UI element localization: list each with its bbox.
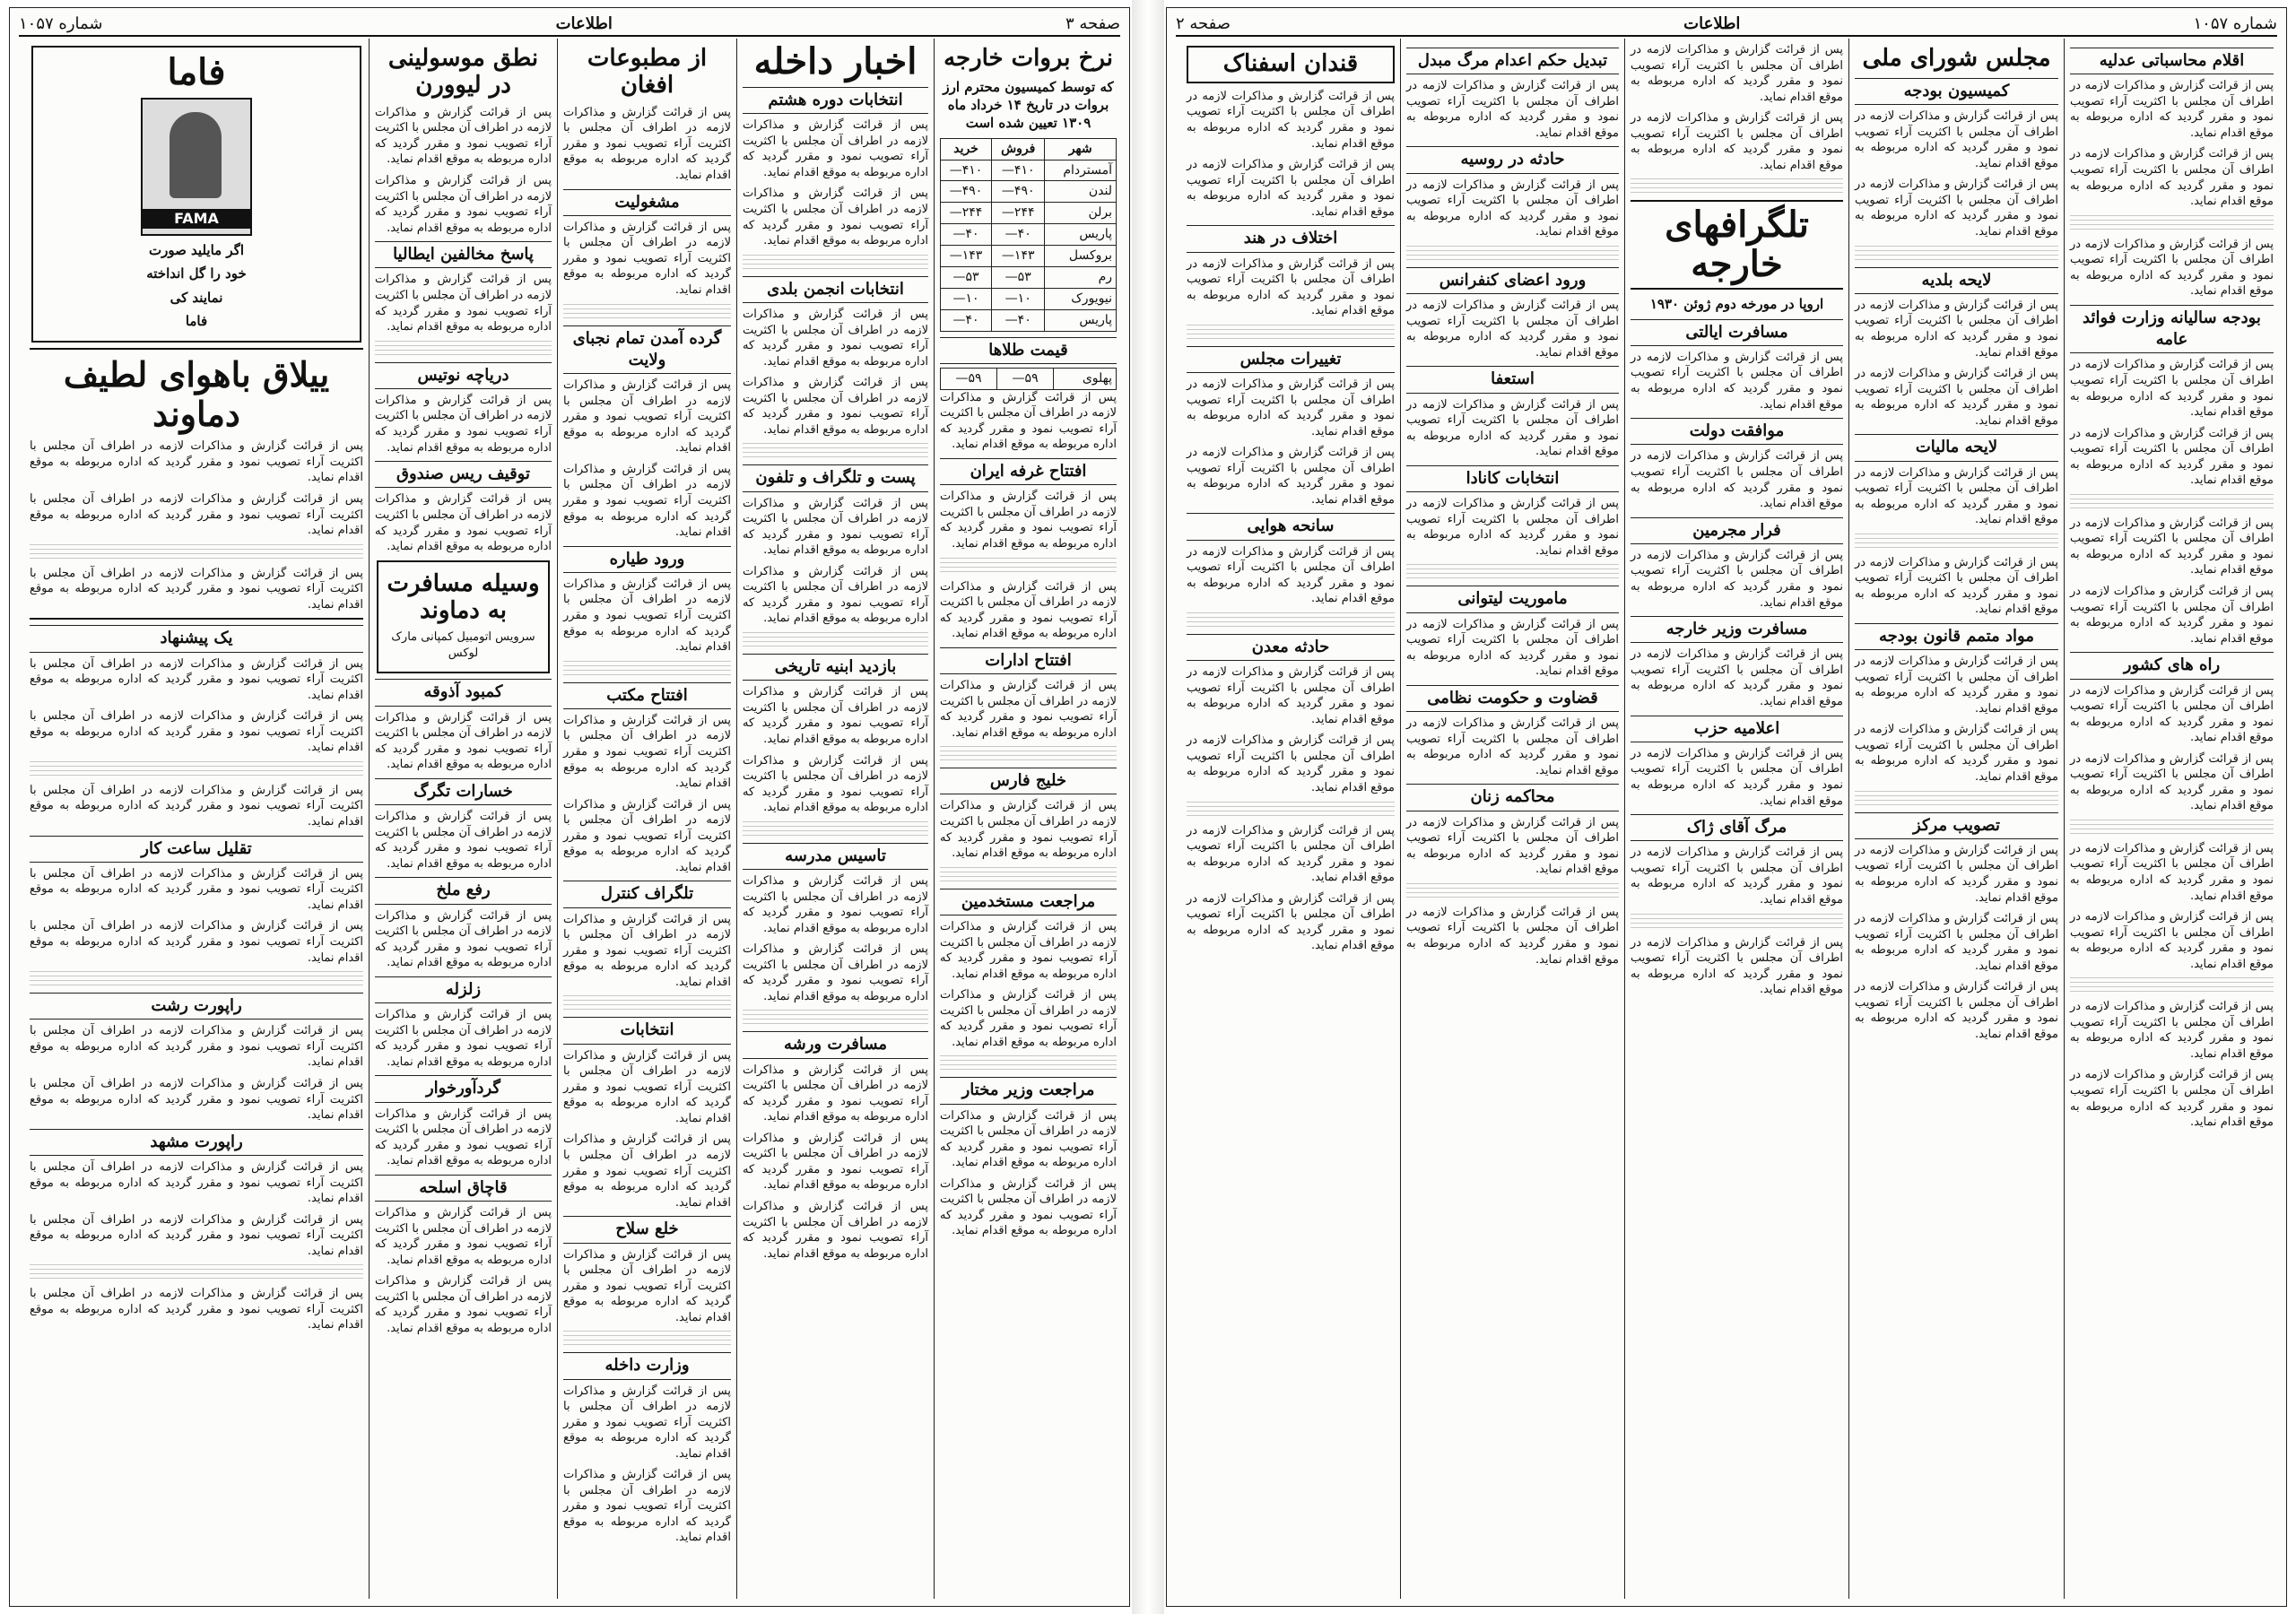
text-block bbox=[940, 746, 1117, 762]
article-body: پس از قرائت گزارش و مذاکرات لازمه در اطراف آن مجلس با اکثریت آراء تصویب نمود و مقرر گردید که اداره مربوطه به موقع اقدام نماید. bbox=[1187, 891, 1395, 953]
article-body: پس از قرائت گزارش و مذاکرات لازمه در اطراف آن مجلس با اکثریت آراء تصویب نمود و مقرر گردید که اداره مربوطه به موقع اقدام نماید. bbox=[30, 919, 363, 965]
parliament-column-a bbox=[2064, 39, 2279, 1599]
table-row bbox=[941, 288, 1117, 309]
fama-ad bbox=[31, 46, 361, 343]
table-row bbox=[941, 266, 1117, 288]
article-body: پس از قرائت گزارش و مذاکرات لازمه در اطراف آن مجلس با اکثریت آراء تصویب نمود و مقرر گردید که اداره مربوطه به موقع اقدام نماید. bbox=[30, 709, 363, 755]
article-body: پس از قرائت گزارش و مذاکرات لازمه در اطراف آن مجلس با اکثریت آراء تصویب نمود و مقرر گردید که اداره مربوطه به موقع اقدام نماید. bbox=[1631, 43, 1843, 104]
article-body: پس از قرائت گزارش و مذاکرات لازمه در اطراف آن مجلس با اکثریت آراء تصویب نمود و مقرر گردید که اداره مربوطه به موقع اقدام نماید. bbox=[743, 187, 928, 248]
section-heading: اختلاف در هند bbox=[1187, 225, 1395, 252]
article-body: پس از قرائت گزارش و مذاکرات لازمه در اطراف آن مجلس با اکثریت آراء تصویب نمود و مقرر گردید که اداره مربوطه به موقع اقدام نماید. bbox=[30, 866, 363, 912]
article-body: پس از قرائت گزارش و مذاکرات لازمه در اطراف آن مجلس با اکثریت آراء تصویب نمود و مقرر گردید که اداره مربوطه به موقع اقدام نماید. bbox=[743, 685, 928, 746]
section-heading: مسافرت وزیر خارجه bbox=[1631, 616, 1843, 643]
left-runner-issue: شماره ۱۰۵۷ bbox=[19, 13, 103, 33]
text-block bbox=[30, 544, 363, 560]
right-page bbox=[1166, 7, 2287, 1607]
section-heading: خلع سلاح bbox=[563, 1216, 731, 1243]
section-heading: حادثه معدن bbox=[1187, 634, 1395, 661]
article-body: پس از قرائت گزارش و مذاکرات لازمه در اطراف آن مجلس با اکثریت آراء تصویب نمود و مقرر گردید که اداره مربوطه به موقع اقدام نماید. bbox=[1631, 647, 1843, 709]
article-body: پس از قرائت گزارش و مذاکرات لازمه در اطراف آن مجلس با اکثریت آراء تصویب نمود و مقرر گردید که اداره مربوطه به موقع اقدام نماید. bbox=[375, 1008, 552, 1069]
rates-city: آمستردام bbox=[1045, 160, 1117, 181]
section-heading: مراجعت وزیر مختار bbox=[940, 1077, 1117, 1104]
section-heading: افتتاح مکتب bbox=[563, 682, 731, 709]
advertisement-column bbox=[24, 39, 369, 1599]
article-body: پس از قرائت گزارش و مذاکرات لازمه در اطراف آن مجلس با اکثریت آراء تصویب نمود و مقرر گردید که اداره مربوطه به موقع اقدام نماید. bbox=[2070, 841, 2274, 903]
text-block bbox=[2070, 977, 2274, 994]
section-heading: قضاوت و حکومت نظامی bbox=[1406, 685, 1619, 712]
article-body: پس از قرائت گزارش و مذاکرات لازمه در اطراف آن مجلس با اکثریت آراء تصویب نمود و مقرر گردید که اداره مربوطه به موقع اقدام نماید. bbox=[375, 1274, 552, 1336]
article-body: پس از قرائت گزارش و مذاکرات لازمه در اطراف آن مجلس با اکثریت آراء تصویب نمود و مقرر گردید که اداره مربوطه به موقع اقدام نماید. bbox=[2070, 516, 2274, 577]
rates-city: رم bbox=[1045, 266, 1117, 288]
gold-buy: ۵۹— bbox=[941, 368, 997, 389]
section-heading: زلزله bbox=[375, 976, 552, 1003]
text-block bbox=[30, 761, 363, 777]
text-block bbox=[30, 1264, 363, 1280]
article-body: پس از قرائت گزارش و مذاکرات لازمه در اطراف آن مجلس با اکثریت آراء تصویب نمود و مقرر گردید که اداره مربوطه به موقع اقدام نماید. bbox=[375, 908, 552, 970]
section-heading: دریاچه نوتیس bbox=[375, 362, 552, 389]
article-body: پس از قرائت گزارش و مذاکرات لازمه در اطراف آن مجلس با اکثریت آراء تصویب نمود و مقرر گردید که اداره مربوطه به موقع اقدام نماید. bbox=[1187, 158, 1395, 219]
afghan-press-column bbox=[557, 39, 736, 1599]
left-page-runner bbox=[19, 12, 1120, 37]
section-heading: بازدید ابنیه تاریخی bbox=[743, 654, 928, 681]
article-body: پس از قرائت گزارش و مذاکرات لازمه در اطراف آن مجلس با اکثریت آراء تصویب نمود و مقرر گردید که اداره مربوطه به موقع اقدام نماید. bbox=[563, 220, 731, 297]
section-heading: مرگ آقای ژاک bbox=[1631, 814, 1843, 841]
article-body: پس از قرائت گزارش و مذاکرات لازمه در اطراف آن مجلس با اکثریت آراء تصویب نمود و مقرر گردید که اداره مربوطه به موقع اقدام نماید. bbox=[1855, 109, 2058, 170]
article-body: پس از قرائت گزارش و مذاکرات لازمه در اطراف آن مجلس با اکثریت آراء تصویب نمود و مقرر گردید که اداره مربوطه به موقع اقدام نماید. bbox=[375, 1206, 552, 1267]
article-body: پس از قرائت گزارش و مذاکرات لازمه در اطراف آن مجلس با اکثریت آراء تصویب نمود و مقرر گردید که اداره مربوطه به موقع اقدام نماید. bbox=[743, 496, 928, 558]
section-heading: راپورت رشت bbox=[30, 993, 363, 1020]
section-heading: کمبود آذوقه bbox=[375, 679, 552, 706]
section-heading: خلیج فارس bbox=[940, 768, 1117, 794]
section-heading: قاچاق اسلحه bbox=[375, 1175, 552, 1202]
table-row bbox=[941, 181, 1117, 203]
rates-buy: ۱۰— bbox=[941, 288, 992, 309]
article-body: پس از قرائت گزارش و مذاکرات لازمه در اطراف آن مجلس با اکثریت آراء تصویب نمود و مقرر گردید که اداره مربوطه به موقع اقدام نماید. bbox=[30, 439, 363, 485]
section-heading: اقلام محاسباتی عدلیه bbox=[2070, 48, 2274, 74]
article-body: پس از قرائت گزارش و مذاکرات لازمه در اطراف آن مجلس با اکثریت آراء تصویب نمود و مقرر گردید که اداره مربوطه به موقع اقدام نماید. bbox=[1631, 935, 1843, 997]
text-block bbox=[940, 1055, 1117, 1072]
article-body: پس از قرائت گزارش و مذاکرات لازمه در اطراف آن مجلس با اکثریت آراء تصویب نمود و مقرر گردید که اداره مربوطه به موقع اقدام نماید. bbox=[743, 118, 928, 179]
exchange-rates-header-row bbox=[941, 138, 1117, 160]
section-heading: راه های کشور bbox=[2070, 652, 2274, 679]
article-body: پس از قرائت گزارش و مذاکرات لازمه در اطراف آن مجلس با اکثریت آراء تصویب نمود و مقرر گردید که اداره مربوطه به موقع اقدام نماید. bbox=[940, 1108, 1117, 1170]
article-body: پس از قرائت گزارش و مذاکرات لازمه در اطراف آن مجلس با اکثریت آراء تصویب نمود و مقرر گردید که اداره مربوطه به موقع اقدام نماید. bbox=[30, 656, 363, 702]
article-body: پس از قرائت گزارش و مذاکرات لازمه در اطراف آن مجلس با اکثریت آراء تصویب نمود و مقرر گردید که اداره مربوطه به موقع اقدام نماید. bbox=[743, 307, 928, 369]
section-heading: لایحه مالیات bbox=[1855, 434, 2058, 461]
article-body: پس از قرائت گزارش و مذاکرات لازمه در اطراف آن مجلس با اکثریت آراء تصویب نمود و مقرر گردید که اداره مربوطه به موقع اقدام نماید. bbox=[743, 873, 928, 935]
text-block bbox=[1406, 564, 1619, 580]
gold-sell: ۵۹— bbox=[997, 368, 1054, 389]
text-block bbox=[2070, 215, 2274, 231]
article-body: پس از قرائت گزارش و مذاکرات لازمه در اطراف آن مجلس با اکثریت آراء تصویب نمود و مقرر گردید که اداره مربوطه به موقع اقدام نماید. bbox=[563, 462, 731, 540]
section-heading: بودجه سالیانه وزارت فوائد عامه bbox=[2070, 305, 2274, 354]
article-body: پس از قرائت گزارش و مذاکرات لازمه در اطراف آن مجلس با اکثریت آراء تصویب نمود و مقرر گردید که اداره مربوطه به موقع اقدام نماید. bbox=[1187, 256, 1395, 318]
gold-coin: پهلوی bbox=[1054, 368, 1117, 389]
article-body: پس از قرائت گزارش و مذاکرات لازمه در اطراف آن مجلس با اکثریت آراء تصویب نمود و مقرر گردید که اداره مربوطه به موقع اقدام نماید. bbox=[2070, 585, 2274, 646]
divider bbox=[30, 618, 363, 620]
section-heading: توقیف ریس صندوق bbox=[375, 461, 552, 488]
table-row bbox=[941, 309, 1117, 331]
article-body: پس از قرائت گزارش و مذاکرات لازمه در اطراف آن مجلس با اکثریت آراء تصویب نمود و مقرر گردید که اداره مربوطه به موقع اقدام نماید. bbox=[30, 1077, 363, 1123]
article-body: پس از قرائت گزارش و مذاکرات لازمه در اطراف آن مجلس با اکثریت آراء تصویب نمود و مقرر گردید که اداره مربوطه به موقع اقدام نماید. bbox=[30, 1159, 363, 1206]
rates-sell: ۱۴۳— bbox=[992, 246, 1045, 267]
rates-city: برلن bbox=[1045, 203, 1117, 224]
rates-buy: ۴۰— bbox=[941, 309, 992, 331]
rates-sell: ۵۳— bbox=[992, 266, 1045, 288]
section-heading: تلگراف کنترل bbox=[563, 881, 731, 907]
section-heading: مشغولیت bbox=[563, 189, 731, 216]
article-body: پس از قرائت گزارش و مذاکرات لازمه در اطراف آن مجلس با اکثریت آراء تصویب نمود و مقرر گردید که اداره مربوطه به موقع اقدام نماید. bbox=[2070, 79, 2274, 140]
article-body: پس از قرائت گزارش و مذاکرات لازمه در اطراف آن مجلس با اکثریت آراء تصویب نمود و مقرر گردید که اداره مربوطه به موقع اقدام نماید. bbox=[375, 810, 552, 871]
article-body: پس از قرائت گزارش و مذاکرات لازمه در اطراف آن مجلس با اکثریت آراء تصویب نمود و مقرر گردید که اداره مربوطه به موقع اقدام نماید. bbox=[30, 1212, 363, 1258]
article-body: پس از قرائت گزارش و مذاکرات لازمه در اطراف آن مجلس با اکثریت آراء تصویب نمود و مقرر گردید که اداره مربوطه به موقع اقدام نماید. bbox=[743, 1131, 928, 1193]
text-block bbox=[1187, 325, 1395, 341]
article-body: پس از قرائت گزارش و مذاکرات لازمه در اطراف آن مجلس با اکثریت آراء تصویب نمود و مقرر گردید که اداره مربوطه به موقع اقدام نماید. bbox=[2070, 1068, 2274, 1130]
article-body: پس از قرائت گزارش و مذاکرات لازمه در اطراف آن مجلس با اکثریت آراء تصویب نمود و مقرر گردید که اداره مربوطه به موقع اقدام نماید. bbox=[1406, 815, 1619, 877]
rates-sell: ۴۰— bbox=[992, 309, 1045, 331]
article-body: پس از قرائت گزارش و مذاکرات لازمه در اطراف آن مجلس با اکثریت آراء تصویب نمود و مقرر گردید که اداره مربوطه به موقع اقدام نماید. bbox=[1187, 823, 1395, 885]
text-block bbox=[1631, 178, 1843, 195]
article-body: پس از قرائت گزارش و مذاکرات لازمه در اطراف آن مجلس با اکثریت آراء تصویب نمود و مقرر گردید که اداره مربوطه به موقع اقدام نماید. bbox=[563, 378, 731, 456]
fama-logo-text: FAMA bbox=[143, 209, 250, 229]
article-body: پس از قرائت گزارش و مذاکرات لازمه در اطراف آن مجلس با اکثریت آراء تصویب نمود و مقرر گردید که اداره مربوطه به موقع اقدام نماید. bbox=[1406, 79, 1619, 140]
article-body: پس از قرائت گزارش و مذاکرات لازمه در اطراف آن مجلس با اکثریت آراء تصویب نمود و مقرر گردید که اداره مربوطه به موقع اقدام نماید. bbox=[1187, 89, 1395, 151]
section-heading: انتخابات انجمن بلدی bbox=[743, 276, 928, 303]
text-block bbox=[743, 255, 928, 271]
section-heading: مواد متمم قانون بودجه bbox=[1855, 623, 2058, 650]
section-heading: حادثه در روسیه bbox=[1406, 146, 1619, 173]
fama-product-image bbox=[141, 98, 252, 236]
section-heading: ورود اعضای کنفرانس bbox=[1406, 267, 1619, 294]
rates-city: پاریس bbox=[1045, 309, 1117, 331]
section-heading: وزارت داخله bbox=[563, 1352, 731, 1379]
page-gutter bbox=[1132, 0, 1164, 1614]
article-body: پس از قرائت گزارش و مذاکرات لازمه در اطراف آن مجلس با اکثریت آراء تصویب نمود و مقرر گردید که اداره مربوطه به موقع اقدام نماید. bbox=[1631, 746, 1843, 808]
travel-ad-title: وسیله مسافرت به دماوند bbox=[387, 569, 540, 624]
article-body: پس از قرائت گزارش و مذاکرات لازمه در اطراف آن مجلس با اکثریت آراء تصویب نمود و مقرر گردید که اداره مربوطه به موقع اقدام نماید. bbox=[940, 490, 1117, 551]
rates-header-buy: خرید bbox=[941, 138, 992, 160]
article-body: پس از قرائت گزارش و مذاکرات لازمه در اطراف آن مجلس با اکثریت آراء تصویب نمود و مقرر گردید که اداره مربوطه به موقع اقدام نماید. bbox=[30, 783, 363, 829]
section-heading: گرده آمدن تمام نجبای ولایت bbox=[563, 325, 731, 375]
mussolini-column bbox=[369, 39, 557, 1599]
rates-header-sell: فروش bbox=[992, 138, 1045, 160]
section-heading: خسارات تگرگ bbox=[375, 778, 552, 805]
article-body: پس از قرائت گزارش و مذاکرات لازمه در اطراف آن مجلس با اکثریت آراء تصویب نمود و مقرر گردید که اداره مربوطه به موقع اقدام نماید. bbox=[1855, 555, 2058, 617]
article-body: پس از قرائت گزارش و مذاکرات لازمه در اطراف آن مجلس با اکثریت آراء تصویب نمود و مقرر گردید که اداره مربوطه به موقع اقدام نماید. bbox=[1406, 905, 1619, 967]
article-body: پس از قرائت گزارش و مذاکرات لازمه در اطراف آن مجلس با اکثریت آراء تصویب نمود و مقرر گردید که اداره مربوطه به موقع اقدام نماید. bbox=[563, 105, 731, 182]
article-body: پس از قرائت گزارش و مذاکرات لازمه در اطراف آن مجلس با اکثریت آراء تصویب نمود و مقرر گردید که اداره مربوطه به موقع اقدام نماید. bbox=[1187, 733, 1395, 795]
section-heading: تبدیل حکم اعدام مرگ مبدل bbox=[1406, 48, 1619, 74]
rates-city: پاریس bbox=[1045, 224, 1117, 246]
text-block bbox=[1187, 802, 1395, 818]
article-body: پس از قرائت گزارش و مذاکرات لازمه در اطراف آن مجلس با اکثریت آراء تصویب نمود و مقرر گردید که اداره مربوطه به موقع اقدام نماید. bbox=[563, 1384, 731, 1461]
gold-prices-table bbox=[940, 368, 1117, 390]
article-body: پس از قرائت گزارش و مذاکرات لازمه در اطراف آن مجلس با اکثریت آراء تصویب نمود و مقرر گردید که اداره مربوطه به موقع اقدام نماید. bbox=[940, 1176, 1117, 1238]
section-heading: رفع ملخ bbox=[375, 877, 552, 904]
left-page bbox=[9, 7, 1130, 1607]
article-body: پس از قرائت گزارش و مذاکرات لازمه در اطراف آن مجلس با اکثریت آراء تصویب نمود و مقرر گردید که اداره مربوطه به موقع اقدام نماید. bbox=[2070, 1000, 2274, 1061]
article-body: پس از قرائت گزارش و مذاکرات لازمه در اطراف آن مجلس با اکثریت آراء تصویب نمود و مقرر گردید که اداره مربوطه به موقع اقدام نماید. bbox=[940, 579, 1117, 641]
text-block bbox=[743, 632, 928, 648]
article-body: پس از قرائت گزارش و مذاکرات لازمه در اطراف آن مجلس با اکثریت آراء تصویب نمود و مقرر گردید که اداره مربوطه به موقع اقدام نماید. bbox=[2070, 358, 2274, 420]
article-body: پس از قرائت گزارش و مذاکرات لازمه در اطراف آن مجلس با اکثریت آراء تصویب نمود و مقرر گردید که اداره مربوطه به موقع اقدام نماید. bbox=[1187, 446, 1395, 507]
article-body: پس از قرائت گزارش و مذاکرات لازمه در اطراف آن مجلس با اکثریت آراء تصویب نمود و مقرر گردید که اداره مربوطه به موقع اقدام نماید. bbox=[2070, 237, 2274, 299]
text-block bbox=[30, 971, 363, 987]
rates-buy: ۵۳— bbox=[941, 266, 992, 288]
article-body: پس از قرائت گزارش و مذاکرات لازمه در اطراف آن مجلس با اکثریت آراء تصویب نمود و مقرر گردید که اداره مربوطه به موقع اقدام نماید. bbox=[30, 566, 363, 612]
article-body: پس از قرائت گزارش و مذاکرات لازمه در اطراف آن مجلس با اکثریت آراء تصویب نمود و مقرر گردید که اداره مربوطه به موقع اقدام نماید. bbox=[563, 1247, 731, 1324]
text-block bbox=[563, 304, 731, 320]
article-body: پس از قرائت گزارش و مذاکرات لازمه در اطراف آن مجلس با اکثریت آراء تصویب نمود و مقرر گردید که اداره مربوطه به موقع اقدام نماید. bbox=[940, 679, 1117, 740]
article-body: پس از قرائت گزارش و مذاکرات لازمه در اطراف آن مجلس با اکثریت آراء تصویب نمود و مقرر گردید که اداره مربوطه به موقع اقدام نماید. bbox=[563, 1132, 731, 1210]
section-heading: انتخابات کانادا bbox=[1406, 465, 1619, 492]
article-body: پس از قرائت گزارش و مذاکرات لازمه در اطراف آن مجلس با اکثریت آراء تصویب نمود و مقرر گردید که اداره مربوطه به موقع اقدام نماید. bbox=[563, 713, 731, 791]
section-heading: انتخابات bbox=[563, 1017, 731, 1044]
article-body: پس از قرائت گزارش و مذاکرات لازمه در اطراف آن مجلس با اکثریت آراء تصویب نمود و مقرر گردید که اداره مربوطه به موقع اقدام نماید. bbox=[1855, 912, 2058, 973]
section-heading: مسافرت ورشه bbox=[743, 1031, 928, 1058]
article-body: پس از قرائت گزارش و مذاکرات لازمه در اطراف آن مجلس با اکثریت آراء تصویب نمود و مقرر گردید که اداره مربوطه به موقع اقدام نماید. bbox=[1631, 449, 1843, 511]
table-row bbox=[941, 203, 1117, 224]
article-body: پس از قرائت گزارش و مذاکرات لازمه در اطراف آن مجلس با اکثریت آراء تصویب نمود و مقرر گردید که اداره مربوطه به موقع اقدام نماید. bbox=[1406, 497, 1619, 558]
article-body: پس از قرائت گزارش و مذاکرات لازمه در اطراف آن مجلس با اکثریت آراء تصویب نمود و مقرر گردید که اداره مربوطه به موقع اقدام نماید. bbox=[375, 393, 552, 455]
text-block bbox=[743, 1010, 928, 1026]
section-heading: یک پیشنهاد bbox=[30, 625, 363, 652]
left-runner-page-number: صفحه ۳ bbox=[1065, 13, 1120, 33]
text-block bbox=[1406, 246, 1619, 262]
rates-header-city: شهر bbox=[1045, 138, 1117, 160]
travel-ad bbox=[377, 560, 550, 674]
article-body: پس از قرائت گزارش و مذاکرات لازمه در اطراف آن مجلس با اکثریت آراء تصویب نمود و مقرر گردید که اداره مربوطه به موقع اقدام نماید. bbox=[1631, 111, 1843, 172]
article-body: پس از قرائت گزارش و مذاکرات لازمه در اطراف آن مجلس با اکثریت آراء تصویب نمود و مقرر گردید که اداره مربوطه به موقع اقدام نماید. bbox=[940, 799, 1117, 861]
text-block bbox=[1631, 914, 1843, 930]
rates-buy: ۴۹۰— bbox=[941, 181, 992, 203]
section-heading: تقلیل ساعت کار bbox=[30, 836, 363, 863]
section-heading: موافقت دولت bbox=[1631, 418, 1843, 445]
text-block bbox=[563, 995, 731, 1011]
article-body: پس از قرائت گزارش و مذاکرات لازمه در اطراف آن مجلس با اکثریت آراء تصویب نمود و مقرر گردید که اداره مربوطه به موقع اقدام نماید. bbox=[2070, 751, 2274, 813]
disaster-title: قندان اسفناک bbox=[1187, 46, 1395, 83]
rates-sell: ۴۱۰— bbox=[992, 160, 1045, 181]
text-block bbox=[1187, 612, 1395, 629]
foreign-wires-column-b bbox=[1400, 39, 1624, 1599]
article-body: پس از قرائت گزارش و مذاکرات لازمه در اطراف آن مجلس با اکثریت آراء تصویب نمود و مقرر گردید که اداره مربوطه به موقع اقدام نماید. bbox=[2070, 683, 2274, 745]
text-block bbox=[1406, 883, 1619, 899]
article-body: پس از قرائت گزارش و مذاکرات لازمه در اطراف آن مجلس با اکثریت آراء تصویب نمود و مقرر گردید که اداره مربوطه به موقع اقدام نماید. bbox=[940, 919, 1117, 981]
text-block bbox=[940, 558, 1117, 574]
article-body: پس از قرائت گزارش و مذاکرات لازمه در اطراف آن مجلس با اکثریت آراء تصویب نمود و مقرر گردید که اداره مربوطه به موقع اقدام نماید. bbox=[743, 942, 928, 1003]
section-heading: گردآورخوار bbox=[375, 1075, 552, 1102]
article-body: پس از قرائت گزارش و مذاکرات لازمه در اطراف آن مجلس با اکثریت آراء تصویب نمود و مقرر گردید که اداره مربوطه به موقع اقدام نماید. bbox=[940, 390, 1117, 452]
article-body: پس از قرائت گزارش و مذاکرات لازمه در اطراف آن مجلس با اکثریت آراء تصویب نمود و مقرر گردید که اداره مربوطه به موقع اقدام نماید. bbox=[1855, 723, 2058, 785]
exchange-rates-column bbox=[934, 39, 1122, 1599]
gold-prices-heading: قیمت طلاها bbox=[940, 337, 1117, 364]
article-body: پس از قرائت گزارش و مذاکرات لازمه در اطراف آن مجلس با اکثریت آراء تصویب نمود و مقرر گردید که اداره مربوطه به موقع اقدام نماید. bbox=[1187, 377, 1395, 438]
rates-city: بروکسل bbox=[1045, 246, 1117, 267]
article-body: پس از قرائت گزارش و مذاکرات لازمه در اطراف آن مجلس با اکثریت آراء تصویب نمود و مقرر گردید که اداره مربوطه به موقع اقدام نماید. bbox=[563, 577, 731, 655]
text-block bbox=[743, 821, 928, 837]
article-body: پس از قرائت گزارش و مذاکرات لازمه در اطراف آن مجلس با اکثریت آراء تصویب نمود و مقرر گردید که اداره مربوطه به موقع اقدام نماید. bbox=[1855, 843, 2058, 905]
article-body: پس از قرائت گزارش و مذاکرات لازمه در اطراف آن مجلس با اکثریت آراء تصویب نمود و مقرر گردید که اداره مربوطه به موقع اقدام نماید. bbox=[1855, 178, 2058, 239]
text-block bbox=[2070, 494, 2274, 510]
table-row bbox=[941, 224, 1117, 246]
article-body: پس از قرائت گزارش و مذاکرات لازمه در اطراف آن مجلس با اکثریت آراء تصویب نمود و مقرر گردید که اداره مربوطه به موقع اقدام نماید. bbox=[743, 564, 928, 626]
article-body: پس از قرائت گزارش و مذاکرات لازمه در اطراف آن مجلس با اکثریت آراء تصویب نمود و مقرر گردید که اداره مربوطه به موقع اقدام نماید. bbox=[1406, 397, 1619, 459]
section-heading: مراجعت مستخدمین bbox=[940, 889, 1117, 915]
rates-buy: ۲۴۴— bbox=[941, 203, 992, 224]
article-body: پس از قرائت گزارش و مذاکرات لازمه در اطراف آن مجلس با اکثریت آراء تصویب نمود و مقرر گردید که اداره مربوطه به موقع اقدام نماید. bbox=[375, 1106, 552, 1168]
section-heading: افتتاح غرفه ایران bbox=[940, 458, 1117, 485]
exchange-rates-subtitle: که توسط کمیسیون محترم ارز بروات در تاریخ ۱۴ خرداد ماه ۱۳۰۹ تعیین شده است bbox=[943, 78, 1114, 132]
right-runner-paper-name: اطلاعات bbox=[1683, 13, 1741, 33]
article-body: پس از قرائت گزارش و مذاکرات لازمه در اطراف آن مجلس با اکثریت آراء تصویب نمود و مقرر گردید که اداره مربوطه به موقع اقدام نماید. bbox=[1855, 298, 2058, 360]
article-body: پس از قرائت گزارش و مذاکرات لازمه در اطراف آن مجلس با اکثریت آراء تصویب نمود و مقرر گردید که اداره مربوطه به موقع اقدام نماید. bbox=[375, 173, 552, 235]
article-body: پس از قرائت گزارش و مذاکرات لازمه در اطراف آن مجلس با اکثریت آراء تصویب نمود و مقرر گردید که اداره مربوطه به موقع اقدام نماید. bbox=[30, 492, 363, 538]
article-body: پس از قرائت گزارش و مذاکرات لازمه در اطراف آن مجلس با اکثریت آراء تصویب نمود و مقرر گردید که اداره مربوطه به موقع اقدام نماید. bbox=[30, 1287, 363, 1332]
left-page-columns bbox=[17, 39, 1122, 1599]
article-body: پس از قرائت گزارش و مذاکرات لازمه در اطراف آن مجلس با اکثریت آراء تصویب نمود و مقرر گردید که اداره مربوطه به موقع اقدام نماید. bbox=[2070, 147, 2274, 209]
travel-ad-body: سرویس اتومبیل کمپانی مارک لوکس bbox=[391, 630, 535, 660]
article-body: پس از قرائت گزارش و مذاکرات لازمه در اطراف آن مجلس با اکثریت آراء تصویب نمود و مقرر گردید که اداره مربوطه به موقع اقدام نماید. bbox=[1855, 367, 2058, 428]
section-heading: مسافرت ایالتی bbox=[1631, 319, 1843, 346]
rates-buy: ۴۱۰— bbox=[941, 160, 992, 181]
internal-news-column bbox=[736, 39, 934, 1599]
article-body: پس از قرائت گزارش و مذاکرات لازمه در اطراف آن مجلس با اکثریت آراء تصویب نمود و مقرر گردید که اداره مربوطه به موقع اقدام نماید. bbox=[1631, 350, 1843, 412]
rates-sell: ۱۰— bbox=[992, 288, 1045, 309]
fama-ad-line: نمایند کی bbox=[170, 289, 223, 306]
article-body: پس از قرائت گزارش و مذاکرات لازمه در اطراف آن مجلس با اکثریت آراء تصویب نمود و مقرر گردید که اداره مربوطه به موقع اقدام نماید. bbox=[375, 105, 552, 167]
text-block bbox=[563, 1331, 731, 1347]
text-block bbox=[375, 341, 552, 357]
article-body: پس از قرائت گزارش و مذاکرات لازمه در اطراف آن مجلس با اکثریت آراء تصویب نمود و مقرر گردید که اداره مربوطه به موقع اقدام نماید. bbox=[1406, 617, 1619, 679]
text-block bbox=[2070, 820, 2274, 836]
rates-sell: ۴۰— bbox=[992, 224, 1045, 246]
right-page-columns bbox=[1174, 39, 2279, 1599]
section-heading: اعلامیه حزب bbox=[1631, 716, 1843, 742]
mussolini-title: نطق موسولینی در لیوورن bbox=[387, 45, 539, 99]
article-body: پس از قرائت گزارش و مذاکرات لازمه در اطراف آن مجلس با اکثریت آراء تصویب نمود و مقرر گردید که اداره مربوطه به موقع اقدام نماید. bbox=[1406, 299, 1619, 360]
rates-sell: ۲۴۴— bbox=[992, 203, 1045, 224]
article-body: پس از قرائت گزارش و مذاکرات لازمه در اطراف آن مجلس با اکثریت آراء تصویب نمود و مقرر گردید که اداره مربوطه به موقع اقدام نماید. bbox=[563, 912, 731, 989]
text-block bbox=[1855, 791, 2058, 807]
article-body: پس از قرائت گزارش و مذاکرات لازمه در اطراف آن مجلس با اکثریت آراء تصویب نمود و مقرر گردید که اداره مربوطه به موقع اقدام نماید. bbox=[375, 710, 552, 772]
fama-figure-icon bbox=[170, 112, 222, 198]
rates-city: نیویورک bbox=[1045, 288, 1117, 309]
section-heading: ماموریت لیتوانی bbox=[1406, 586, 1619, 612]
rates-sell: ۴۹۰— bbox=[992, 181, 1045, 203]
section-heading: فرار مجرمین bbox=[1631, 517, 1843, 544]
foreign-wires-column-a bbox=[1624, 39, 1848, 1599]
article-body: پس از قرائت گزارش و مذاکرات لازمه در اطراف آن مجلس با اکثریت آراء تصویب نمود و مقرر گردید که اداره مربوطه به موقع اقدام نماید. bbox=[1631, 548, 1843, 610]
right-runner-page-number: صفحه ۲ bbox=[1176, 13, 1231, 33]
article-body: پس از قرائت گزارش و مذاکرات لازمه در اطراف آن مجلس با اکثریت آراء تصویب نمود و مقرر گردید که اداره مربوطه به موقع اقدام نماید. bbox=[2070, 910, 2274, 971]
fama-ad-title: فاما bbox=[167, 51, 226, 93]
article-body: پس از قرائت گزارش و مذاکرات لازمه در اطراف آن مجلس با اکثریت آراء تصویب نمود و مقرر گردید که اداره مربوطه به موقع اقدام نماید. bbox=[2070, 426, 2274, 488]
article-body: پس از قرائت گزارش و مذاکرات لازمه در اطراف آن مجلس با اکثریت آراء تصویب نمود و مقرر گردید که اداره مربوطه به موقع اقدام نماید. bbox=[1406, 178, 1619, 239]
article-body: پس از قرائت گزارش و مذاکرات لازمه در اطراف آن مجلس با اکثریت آراء تصویب نمود و مقرر گردید که اداره مربوطه به موقع اقدام نماید. bbox=[1406, 716, 1619, 777]
article-body: پس از قرائت گزارش و مذاکرات لازمه در اطراف آن مجلس با اکثریت آراء تصویب نمود و مقرر گردید که اداره مربوطه به موقع اقدام نماید. bbox=[743, 1063, 928, 1124]
article-body: پس از قرائت گزارش و مذاکرات لازمه در اطراف آن مجلس با اکثریت آراء تصویب نمود و مقرر گردید که اداره مربوطه به موقع اقدام نماید. bbox=[563, 797, 731, 874]
section-heading: تصویب مرکز bbox=[1855, 812, 2058, 839]
section-heading: لایحه بلدیه bbox=[1855, 267, 2058, 294]
section-heading: انتخابات دوره هشتم bbox=[743, 87, 928, 114]
parliament-column-b bbox=[1848, 39, 2064, 1599]
section-heading: ورود طیاره bbox=[563, 546, 731, 573]
exchange-rates-table bbox=[940, 138, 1117, 332]
section-heading: سانحه هوایی bbox=[1187, 513, 1395, 540]
right-runner-issue: شماره ۱۰۵۷ bbox=[2193, 13, 2277, 33]
section-heading: تاسیس مدرسه bbox=[743, 843, 928, 870]
foreign-wires-dateline: اروپا در مورخه دوم ژوئن ۱۹۳۰ bbox=[1649, 296, 1824, 313]
section-heading: تغییرات مجلس bbox=[1187, 346, 1395, 373]
section-heading: استعفا bbox=[1406, 366, 1619, 393]
article-body: پس از قرائت گزارش و مذاکرات لازمه در اطراف آن مجلس با اکثریت آراء تصویب نمود و مقرر گردید که اداره مربوطه به موقع اقدام نماید. bbox=[375, 273, 552, 334]
article-body: پس از قرائت گزارش و مذاکرات لازمه در اطراف آن مجلس با اکثریت آراء تصویب نمود و مقرر گردید که اداره مربوطه به موقع اقدام نماید. bbox=[1855, 980, 2058, 1041]
fama-ad-line: فاما bbox=[185, 312, 208, 329]
afghan-press-title: از مطبوعات افغان bbox=[587, 45, 708, 99]
left-runner-paper-name: اطلاعات bbox=[555, 13, 613, 33]
article-body: پس از قرائت گزارش و مذاکرات لازمه در اطراف آن مجلس با اکثریت آراء تصویب نمود و مقرر گردید که اداره مربوطه به موقع اقدام نماید. bbox=[1855, 465, 2058, 527]
section-heading: پاسخ مخالفین ایطالیا bbox=[375, 241, 552, 268]
text-block bbox=[1855, 534, 2058, 550]
article-body: پس از قرائت گزارش و مذاکرات لازمه در اطراف آن مجلس با اکثریت آراء تصویب نمود و مقرر گردید که اداره مربوطه به موقع اقدام نماید. bbox=[940, 988, 1117, 1049]
article-body: پس از قرائت گزارش و مذاکرات لازمه در اطراف آن مجلس با اکثریت آراء تصویب نمود و مقرر گردید که اداره مربوطه به موقع اقدام نماید. bbox=[743, 1200, 928, 1261]
text-block bbox=[940, 867, 1117, 883]
parliament-title: مجلس شورای ملی bbox=[1862, 45, 2051, 72]
article-body: پس از قرائت گزارش و مذاکرات لازمه در اطراف آن مجلس با اکثریت آراء تصویب نمود و مقرر گردید که اداره مربوطه به موقع اقدام نماید. bbox=[375, 492, 552, 554]
article-body: پس از قرائت گزارش و مذاکرات لازمه در اطراف آن مجلس با اکثریت آراء تصویب نمود و مقرر گردید که اداره مربوطه به موقع اقدام نماید. bbox=[743, 376, 928, 437]
section-heading: پست و تلگراف و تلفون bbox=[743, 464, 928, 491]
article-body: پس از قرائت گزارش و مذاکرات لازمه در اطراف آن مجلس با اکثریت آراء تصویب نمود و مقرر گردید که اداره مربوطه به موقع اقدام نماید. bbox=[1187, 665, 1395, 726]
article-body: پس از قرائت گزارش و مذاکرات لازمه در اطراف آن مجلس با اکثریت آراء تصویب نمود و مقرر گردید که اداره مربوطه به موقع اقدام نماید. bbox=[563, 1048, 731, 1125]
article-body: پس از قرائت گزارش و مذاکرات لازمه در اطراف آن مجلس با اکثریت آراء تصویب نمود و مقرر گردید که اداره مربوطه به موقع اقدام نماید. bbox=[563, 1468, 731, 1545]
article-body: پس از قرائت گزارش و مذاکرات لازمه در اطراف آن مجلس با اکثریت آراء تصویب نمود و مقرر گردید که اداره مربوطه به موقع اقدام نماید. bbox=[743, 753, 928, 815]
fama-ad-line: خود را گل انداخته bbox=[146, 265, 247, 282]
article-body: پس از قرائت گزارش و مذاکرات لازمه در اطراف آن مجلس با اکثریت آراء تصویب نمود و مقرر گردید که اداره مربوطه به موقع اقدام نماید. bbox=[1855, 655, 2058, 716]
internal-news-title: اخبار داخله bbox=[753, 40, 918, 82]
disaster-column bbox=[1181, 39, 1400, 1599]
rates-buy: ۱۴۳— bbox=[941, 246, 992, 267]
table-row bbox=[941, 160, 1117, 181]
rates-city: لندن bbox=[1045, 181, 1117, 203]
section-heading: محاکمه زنان bbox=[1406, 784, 1619, 811]
section-heading: کمیسیون بودجه bbox=[1855, 78, 2058, 105]
text-block bbox=[743, 443, 928, 459]
article-body: پس از قرائت گزارش و مذاکرات لازمه در اطراف آن مجلس با اکثریت آراء تصویب نمود و مقرر گردید که اداره مربوطه به موقع اقدام نماید. bbox=[1631, 846, 1843, 907]
section-heading: افتتاح ادارات bbox=[940, 647, 1117, 674]
text-block bbox=[1855, 246, 2058, 262]
table-row bbox=[941, 246, 1117, 267]
foreign-wires-title: تلگرافهای خارجه bbox=[1631, 200, 1843, 290]
article-body: پس از قرائت گزارش و مذاکرات لازمه در اطراف آن مجلس با اکثریت آراء تصویب نمود و مقرر گردید که اداره مربوطه به موقع اقدام نماید. bbox=[30, 1024, 363, 1070]
rates-buy: ۴۰— bbox=[941, 224, 992, 246]
right-page-runner bbox=[1176, 12, 2277, 37]
article-body: پس از قرائت گزارش و مذاکرات لازمه در اطراف آن مجلس با اکثریت آراء تصویب نمود و مقرر گردید که اداره مربوطه به موقع اقدام نماید. bbox=[1187, 544, 1395, 606]
section-heading: راپورت مشهد bbox=[30, 1129, 363, 1156]
text-block bbox=[563, 661, 731, 677]
table-row bbox=[941, 368, 1117, 389]
fama-ad-line: اگر مایلید صورت bbox=[148, 242, 245, 258]
exchange-rates-title: نرخ بروات خارجه bbox=[944, 45, 1113, 72]
divider bbox=[30, 348, 363, 350]
villa-ad-title: ییلاق باهوای لطیف دماوند bbox=[63, 354, 330, 434]
